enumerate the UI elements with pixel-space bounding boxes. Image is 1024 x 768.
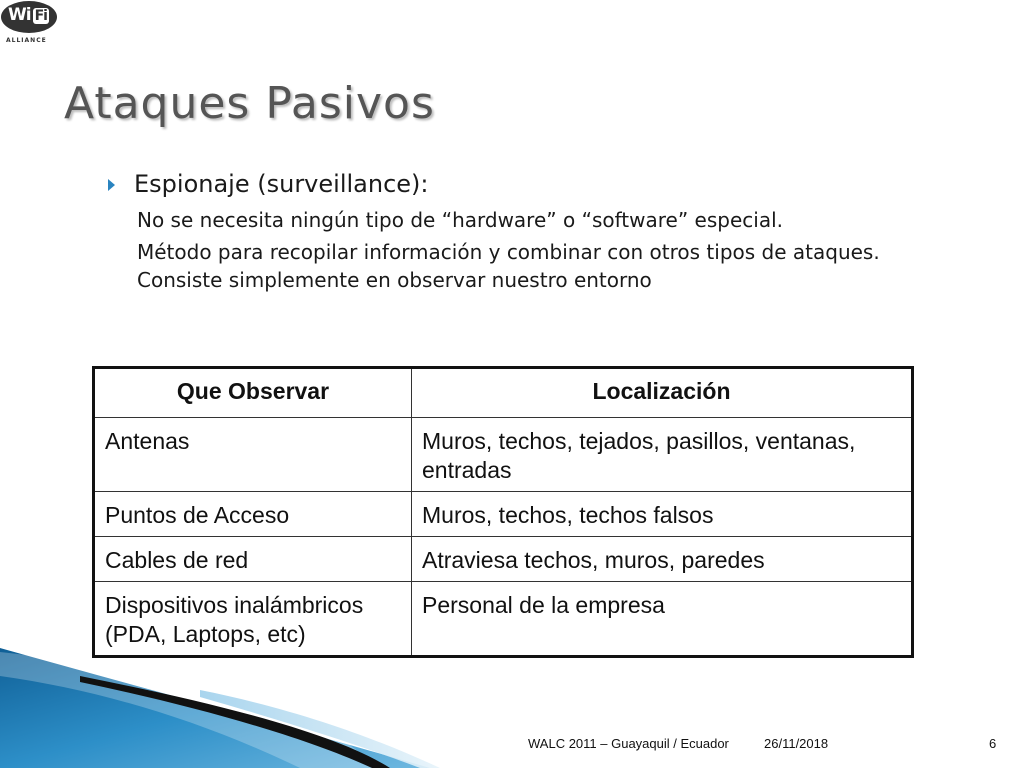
footer-event: WALC 2011 – Guayaquil / Ecuador	[528, 736, 729, 751]
table-cell: Cables de red	[94, 537, 412, 582]
bullet-paragraph: Método para recopilar información y combinar con otros tipos de ataques. Consiste simplemente en observar nuestro entorno	[137, 240, 880, 292]
table-header-row	[94, 368, 913, 418]
bullet-paragraph: No se necesita ningún tipo de “hardware” o “software” especial.	[137, 208, 783, 232]
footer-page-number: 6	[989, 736, 997, 751]
table-cell: Dispositivos inalámbricos (PDA, Laptops, etc)	[94, 582, 412, 657]
table-row	[94, 418, 913, 492]
table-row	[94, 537, 913, 582]
bullet-heading: Espionaje (surveillance):	[134, 170, 429, 198]
table-header-cell: Que Observar	[94, 368, 412, 418]
bullet-item	[108, 170, 988, 198]
logo-subtitle: ALLIANCE	[6, 37, 47, 44]
footer-date: 26/11/2018	[764, 736, 829, 751]
logo-word	[8, 4, 48, 26]
logo-word-wi: Wi	[8, 5, 31, 25]
table-cell: Antenas	[94, 418, 412, 492]
bullet-block	[108, 170, 988, 294]
bullet-arrow-icon	[108, 179, 115, 191]
observation-table	[92, 366, 914, 658]
wifi-alliance-logo	[0, 0, 62, 50]
table-cell: Muros, techos, techos falsos	[412, 492, 913, 537]
table-cell: Atraviesa techos, muros, paredes	[412, 537, 913, 582]
table-cell: Puntos de Acceso	[94, 492, 412, 537]
table-header-cell: Localización	[412, 368, 913, 418]
table-row	[94, 582, 913, 657]
logo-word-fi: Fi	[34, 8, 47, 24]
slide-title: Ataques Pasivos	[64, 78, 435, 129]
table-cell: Muros, techos, tejados, pasillos, ventanas, entradas	[412, 418, 913, 492]
table-cell: Personal de la empresa	[412, 582, 913, 657]
table-row	[94, 492, 913, 537]
